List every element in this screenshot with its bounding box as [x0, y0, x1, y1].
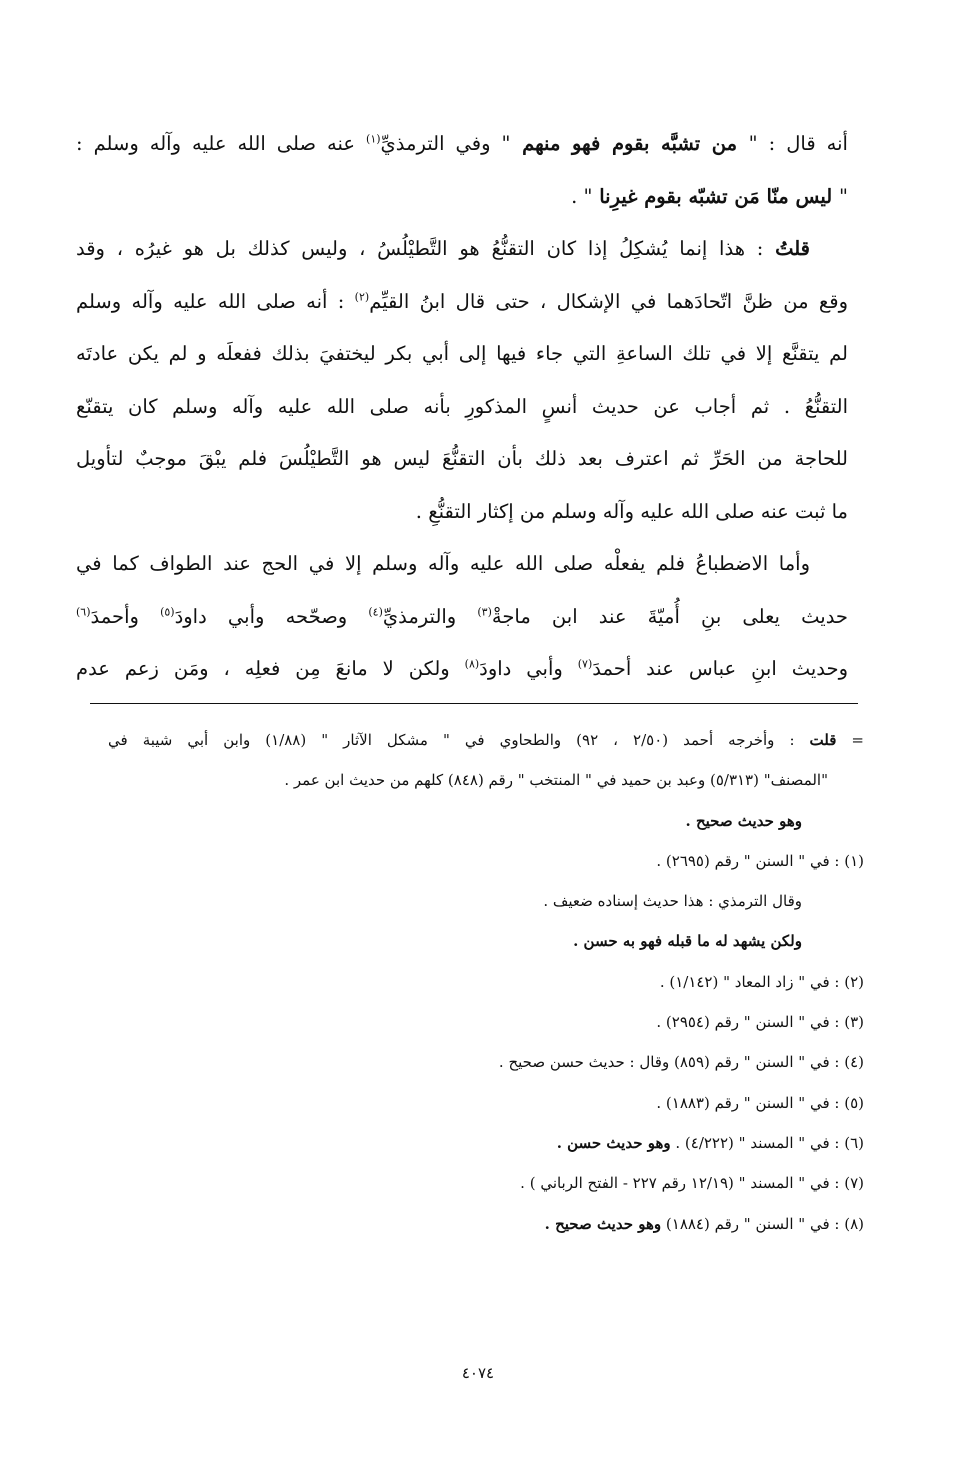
main-text: [76, 118, 848, 696]
footnote-line: وهو حديث صحيح .: [685, 811, 802, 830]
footnote-line: (٢) : في " زاد المعاد " (١/١٤٢) .: [659, 972, 864, 991]
text-line: " ليس منّا مَن تشبّه بقوم غيرِنا " .: [571, 184, 848, 208]
footnote-line: ولكن يشهد له ما قبله فهو به حسن .: [573, 932, 802, 951]
footnote-line: (٨) : في " السنن " رقم (١٨٨٤) وهو حديث صحيح .: [544, 1214, 864, 1233]
text-line: للحاجة من الحَرِّ ثم اعترف بعد ذلك بأن التقنُّعَ ليس هو التَّطيْلُسَ فلم يبْقَ موجبٌ لتأويل: [76, 447, 848, 470]
footnote-ref: (٥): [160, 605, 175, 618]
footnote-line: (١) : في " السنن " رقم (٢٦٩٥) .: [656, 851, 864, 870]
footnote-line: "المصنف" (٥/٣١٣) وعبد بن حميد في " المنتخب " رقم (٨٤٨) كلهم من حديث ابن عمر .: [284, 771, 828, 790]
hadith-quote: من تشبَّه بقوم فهو منهم: [510, 132, 749, 155]
footnote-ref: (٢): [354, 290, 370, 303]
footnote-line: (٥) : في " السنن " رقم (١٨٨٣) .: [656, 1093, 864, 1112]
footnote-line: (٧) : في " المسند " (١٢/١٩ رقم ٢٢٧ - الفتح الرباني ) .: [520, 1174, 864, 1193]
text-line: التقنُّعُ . ثم أجاب عن حديث أنسٍ المذكورِ بأنه صلى الله عليه وآله وسلم كان يتقنّع: [76, 394, 848, 418]
footnote-line: (٣) : في " السنن " رقم (٢٩٥٤) .: [656, 1013, 864, 1032]
qultu-label: قلتُ: [775, 237, 810, 260]
qultu-label: قلت: [809, 731, 837, 749]
footnotes: [108, 720, 864, 1244]
footnote-ref: (٣): [477, 605, 492, 618]
footnote-ref: (٧): [577, 657, 593, 671]
footnote-ref: (١): [366, 132, 381, 146]
text-line: أنه قال : " من تشبَّه بقوم فهو منهم " وفي الترمذيِّ$^{(١)}$ عنه صلى الله عليه وآله وسلم :: [76, 132, 848, 155]
text-line: وحديث ابنِ عباس عند أحمدَ$^{(٧)}$ وأبي داودَ$^{(٨)}$ ولكن لا مانعَ مِن فعلِه ، ومَن زعم عدم: [76, 657, 848, 680]
text-line: قلتُ : هذا إنما يُشكِلُ إذا كان التقنُّعُ هو التَّطيْلُسُ ، وليس كذلك بل هو غيرُه ، وقد: [76, 237, 810, 260]
text-line: لم يتقنَّع إلا في تلك الساعةِ التي جاء فيها إلى أبي بكر ليختفيَ بذلك ففعلَه و لم يكن عادتَه: [76, 342, 848, 365]
text-line: وأما الاضطباعُ فلم يفعلْه صلى الله عليه وآله وسلم إلا في الحج عند الطواف كما في: [76, 552, 810, 575]
footnote-ref: (٤): [368, 605, 383, 618]
footnote-ref: (٨): [464, 657, 480, 671]
footnote-line: وقال الترمذي : هذا حديث إسناده ضعيف .: [543, 892, 802, 911]
footnote-divider: [90, 703, 858, 704]
footnote-line: (٤) : في " السنن " رقم (٨٥٩) وقال : حديث حسن صحيح .: [498, 1053, 864, 1072]
footnote-line: (٦) : في " المسند " (٤/٢٢٢) . وهو حديث حسن .: [556, 1133, 864, 1152]
text-line: ما ثبت عنه صلى الله عليه وآله وسلم من إكثار التقنُّعِ .: [415, 499, 848, 523]
page-number: ٤٠٧٤: [461, 1364, 495, 1382]
text-line: حديث يعلى بنِ أُميّةَ عند ابن ماجةْ$^{(٣)}$ والترمذيِّ$^{(٤)}$ وصحّحه وأبي داودَ$^{(٥)}$ وأحمدَ$^{(٦)}$: [76, 604, 848, 628]
footnote-ref: (٦): [76, 605, 91, 618]
text-line: وقع من ظنَّ اتّحادَهما في الإشكال ، حتى قال ابنُ القيِّم$^{(٢)}$ : أنه صلى الله عليه وآله وسلم: [76, 289, 848, 313]
hadith-quote: ليس منّا مَن تشبّه بقوم غيرِنا: [592, 184, 840, 208]
footnote-line: = قلت : وأخرجه أحمد (٢/٥٠ ، ٩٢) والطحاوي في " مشكل الآثار " (١/٨٨) وابن أبي شيبة في: [108, 731, 864, 749]
